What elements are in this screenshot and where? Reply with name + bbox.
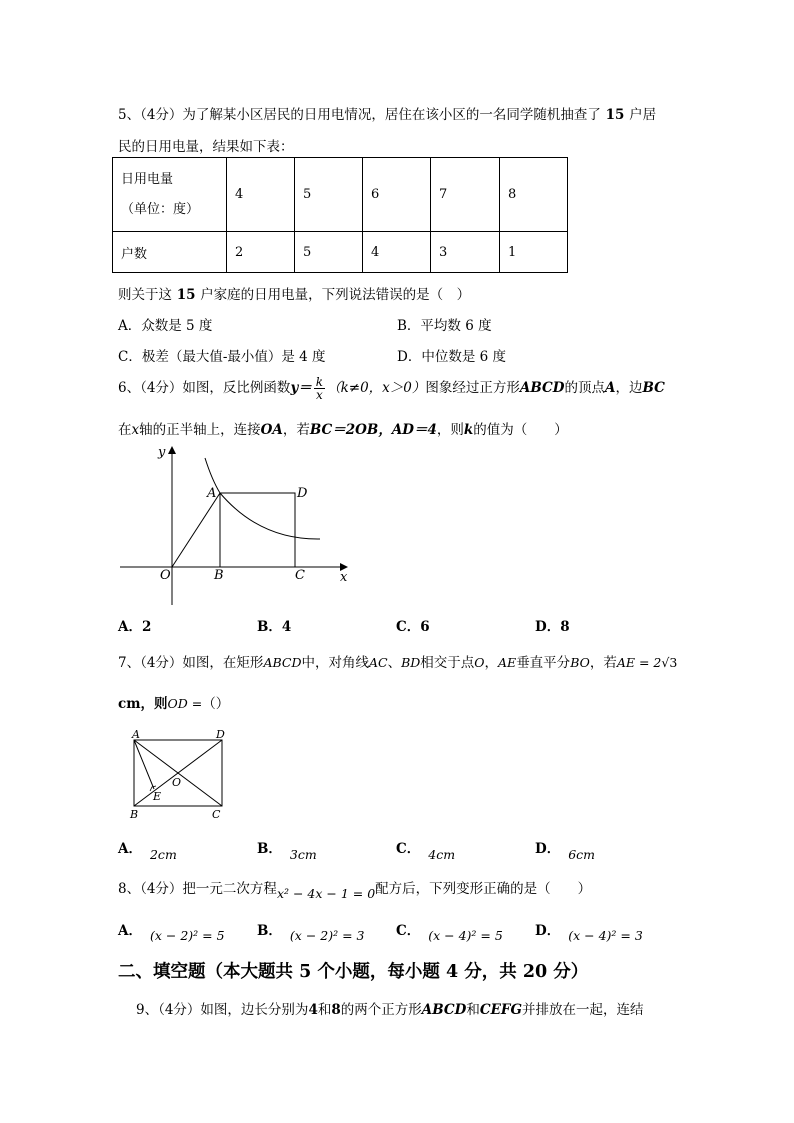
label-c: C [212,808,221,821]
q5-line2: 民的日用电量，结果如下表： [118,139,294,155]
label-d: D [297,486,308,501]
q8-option-a[interactable]: A． (x − 2)² = 5 [118,923,225,943]
label-b: B [130,808,139,821]
label-x: x [340,570,348,585]
table-cell: 5 [295,158,363,232]
label-o: O [160,568,171,583]
q5-option-a[interactable]: A．众数是 5 度 [118,318,213,334]
label-y: y [158,445,166,460]
table-cell: 3 [431,232,500,273]
q5-option-b[interactable]: B．平均数 6 度 [397,318,492,334]
label-e: E [153,790,162,803]
table-cell: 5 [295,232,363,273]
y-axis-arrow-icon [168,446,176,454]
q7-line1: 7、（4分）如图，在矩形ABCD中，对角线AC、BD相交于点O，AE垂直平分BO，若AE = 2√3 [118,655,678,671]
table-cell: 7 [431,158,500,232]
q8-option-b[interactable]: B． (x − 2)² = 3 [257,923,365,943]
label-d: D [216,728,225,741]
table-cell: 2 [227,232,295,273]
table-cell: 8 [500,158,568,232]
q8-option-d[interactable]: D． (x − 4)² = 3 [535,923,643,943]
q9-line1: 9、（4分）如图，边长分别为4和8的两个正方形ABCD和CEFG并排放在一起，连结 [136,1002,644,1018]
label-o: O [172,776,182,789]
table-cell: 4 [227,158,295,232]
label-a: A [207,486,217,501]
q6-line2: 在x轴的正半轴上，连接OA，若BC＝2OB，AD＝4，则k的值为（ ） [118,422,568,438]
q7-option-d[interactable]: D． 6cm [535,841,596,862]
q8-option-c[interactable]: C． (x − 4)² = 5 [396,923,503,943]
q5-option-c[interactable]: C．极差（最大值-最小值）是 4 度 [118,349,326,365]
table-header-cell: 日用电量 （单位：度） [113,158,227,232]
fraction: $\frac{k}{x}$ [315,375,324,402]
q7-option-c[interactable]: C． 4cm [396,841,456,862]
q8-line1: 8、（4分）把一元二次方程x² − 4x − 1 = 0配方后，下列变形正确的是（ ） [118,881,592,901]
segment-oa [172,493,220,567]
q6-option-c[interactable]: C．6 [396,619,430,635]
table-cell: 6 [363,158,431,232]
label-b: B [214,568,224,583]
table-header-cell: 户数 [113,232,227,273]
q7-figure [126,728,236,823]
q5-option-d[interactable]: D．中位数是 6 度 [397,349,506,365]
q6-line1: 6、（4分）如图，反比例函数y＝ $\frac{k}{x}$ （k≠0，x＞0）图象经过正方形ABCD的顶点A，边BC [118,375,665,402]
table-cell: 1 [500,232,568,273]
table-cell: 4 [363,232,431,273]
q7-option-b[interactable]: B． 3cm [257,841,317,862]
q5-line1: 5、（4分）为了解某小区居民的日用电情况，居住在该小区的一名同学随机抽查了 15 户居 [118,107,657,123]
section-title: 二、填空题（本大题共 5 个小题，每小题 4 分，共 20 分） [118,962,589,982]
q6-figure [120,440,360,610]
square-abcd [220,493,295,567]
electricity-table [112,157,568,273]
label-c: C [295,568,305,583]
q5-stem: 则关于这 15 户家庭的日用电量，下列说法错误的是（ ） [118,287,471,303]
q7-line2: cm，则OD =（） [118,696,230,712]
label-a: A [132,728,140,741]
q6-option-d[interactable]: D．8 [535,619,570,635]
table-row [113,158,568,232]
q7-option-a[interactable]: A． 2cm [118,841,177,862]
q6-option-a[interactable]: A．2 [118,619,152,635]
table-row [113,232,568,273]
q6-option-b[interactable]: B．4 [257,619,292,635]
